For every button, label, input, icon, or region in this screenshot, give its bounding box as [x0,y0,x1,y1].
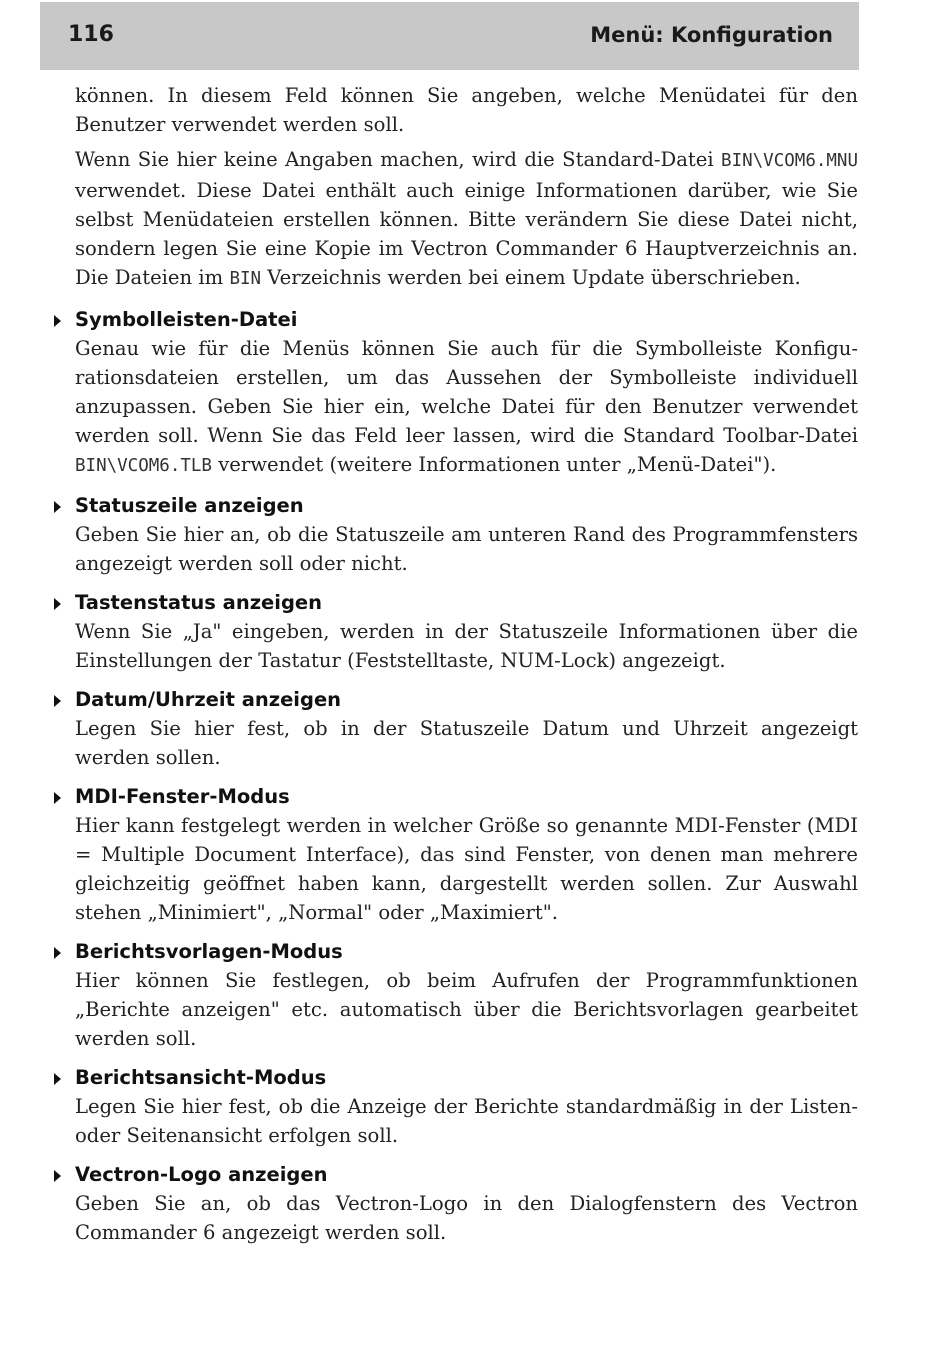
text-run: Genau wie für die Menüs können Sie auch für die Symbolleiste Konfigurationsdateien erstellen, um das Aussehen der Symbolleiste individuell anzupassen. Geben Sie hier ein, welche Datei für den Benutzer verwendet werden soll. Wenn Sie das Feld leer lassen, wird die Standard Toolbar-Datei [75,337,858,447]
page-content [75,81,858,1247]
section-heading [75,1064,858,1092]
section-text: Wenn Sie „Ja" eingeben, werden in der Statuszeile Informationen über die Einstellungen der Tastatur (Feststelltaste, NUM-Lock) angezeigt. [75,620,858,672]
section-text: Hier kann festgelegt werden in welcher Größe so genannte MDI-Fenster (MDI = Multiple Document Interface), das sind Fenster, von denen man mehrere gleichzeitig geöffnet haben kann, dargestellt werden sollen. Zur Auswahl stehen „Minimiert", „Normal" oder „Maximiert". [75,814,858,924]
section-statuszeile-anzeigen [75,492,858,578]
chapter-title: Menü: Konfiguration [590,23,833,47]
section-text: Geben Sie an, ob das Vectron-Logo in den Dialogfenstern des Vectron Commander 6 angezeigt werden soll. [75,1192,858,1244]
page-number: 116 [68,22,114,47]
triangle-bullet-icon [54,695,61,707]
page-header [40,2,859,70]
section-heading [75,589,858,617]
triangle-bullet-icon [54,792,61,804]
section-berichtsvorlagen-modus [75,938,858,1053]
triangle-bullet-icon [54,1170,61,1182]
text-run: Wenn Sie hier keine Angaben machen, wird die Standard-Datei [75,148,722,171]
triangle-bullet-icon [54,947,61,959]
section-heading [75,1161,858,1189]
section-text: Hier können Sie festlegen, ob beim Aufrufen der Programmfunktionen „Berichte anzeigen" etc. automatisch über die Berichtsvorlagen gearbeitet werden soll. [75,969,858,1050]
section-text: Geben Sie hier an, ob die Statuszeile am unteren Rand des Programmfensters angezeigt werden soll oder nicht. [75,523,858,575]
paragraph: können. In diesem Feld können Sie angeben, welche Menüdatei für den Benutzer verwendet werden soll. [75,84,858,136]
section-text: Legen Sie hier fest, ob die Anzeige der Berichte standardmäßig in der Listen- oder Seitenansicht erfolgen soll. [75,1095,858,1147]
section-heading [75,686,858,714]
section-berichtsansicht-modus [75,1064,858,1150]
section-symbolleisten-datei [75,306,858,481]
section-heading [75,938,858,966]
triangle-bullet-icon [54,315,61,327]
code-path: BIN\VCOM6.TLB [75,456,212,476]
section-title: Datum/Uhrzeit anzeigen [75,688,342,711]
section-title: Vectron-Logo anzeigen [75,1163,328,1186]
section-title: Berichtsvorlagen-Modus [75,940,343,963]
section-mdi-fenster-modus [75,783,858,927]
triangle-bullet-icon [54,1073,61,1085]
section-heading [75,783,858,811]
text-run: Verzeichnis werden bei einem Update überschrieben. [261,266,801,289]
code-path: BIN [229,269,262,289]
section-title: Berichtsansicht-Modus [75,1066,327,1089]
section-datum-uhrzeit-anzeigen [75,686,858,772]
section-title: Symbolleisten-Datei [75,308,298,331]
section-title: Tastenstatus anzeigen [75,591,323,614]
intro-text [75,81,858,294]
section-title: Statuszeile anzeigen [75,494,304,517]
section-vectron-logo-anzeigen [75,1161,858,1247]
code-path: BIN\VCOM6.MNU [721,151,858,171]
text-run: verwendet (weitere Informationen unter „Menü-Datei"). [211,453,777,476]
section-tastenstatus-anzeigen [75,589,858,675]
section-heading [75,492,858,520]
triangle-bullet-icon [54,501,61,513]
text-run: verwendet. Diese Datei enthält auch einige Informationen darüber, wie Sie selbst Menüdateien erstellen können. Bitte verändern Sie diese Datei nicht, sondern legen Sie eine Kopie im Vectron Commander 6 Hauptverzeichnis an. Die Dateien im [75,179,858,289]
section-text [75,334,858,481]
section-heading [75,306,858,334]
section-text: Legen Sie hier fest, ob in der Statuszeile Datum und Uhrzeit angezeigt werden sollen. [75,717,858,769]
triangle-bullet-icon [54,598,61,610]
section-title: MDI-Fenster-Modus [75,785,290,808]
paragraph [75,145,858,294]
